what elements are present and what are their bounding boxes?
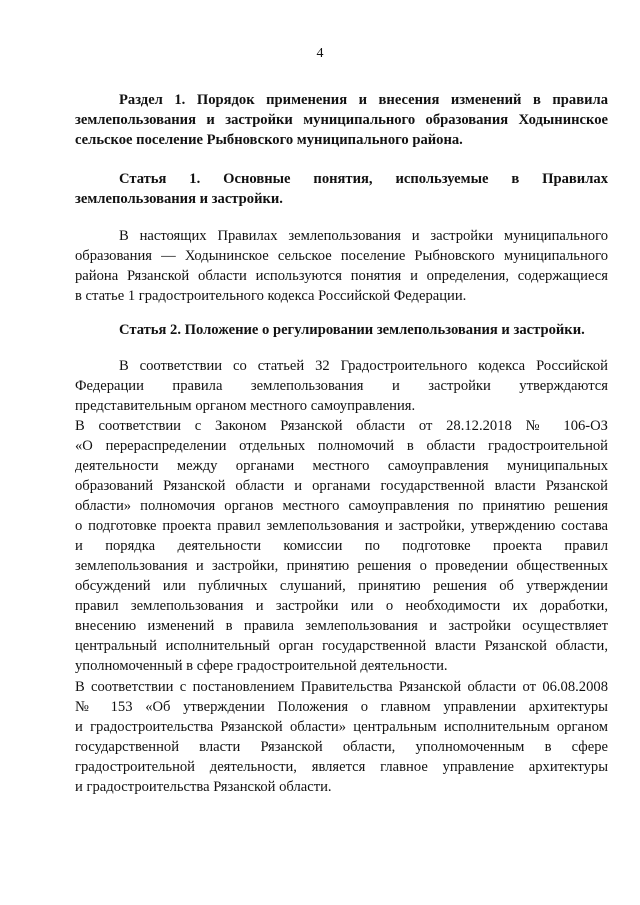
- paragraph-line: уполномоченный в сфере градостроительной деятельности.: [75, 658, 448, 674]
- article2-heading-line: Статья 2. Положение о регулировании землепользования и застройки.: [119, 322, 585, 338]
- section-heading-line: землепользования и застройки муниципального образования Ходынинское: [75, 112, 608, 128]
- paragraph-line: В настоящих Правилах землепользования и застройки муниципального: [119, 228, 608, 244]
- paragraph-line: землепользования и застройки, принятию решения о проведении общественных: [75, 558, 608, 574]
- paragraph-line: правил землепользования и застройки или о необходимости их доработки,: [75, 598, 608, 614]
- paragraph-line: В соответствии со статьей 32 Градостроительного кодекса Российской: [119, 358, 608, 374]
- paragraph-line: и градостроительства Рязанской области» центральным исполнительным органом: [75, 719, 608, 735]
- article2-heading: [75, 320, 608, 340]
- paragraph-line: района Рязанской области используются понятия и определения, содержащиеся: [75, 268, 608, 284]
- section-heading-line: Раздел 1. Порядок применения и внесения изменений в правила: [119, 92, 608, 108]
- paragraph-line: в статье 1 градостроительного кодекса Российской Федерации.: [75, 288, 467, 304]
- paragraph-line: № 153 «Об утверждении Положения о главном управлении архитектуры: [75, 699, 608, 715]
- page-number: 4: [316, 46, 324, 61]
- paragraph-line: «О перераспределении отдельных полномочий в области градостроительной: [75, 438, 608, 454]
- paragraph-line: государственной власти Рязанской области, уполномоченным в сфере: [75, 739, 608, 755]
- paragraph-line: и градостроительства Рязанской области.: [75, 779, 332, 795]
- paragraph-line: градостроительной деятельности, является главное управление архитектуры: [75, 759, 608, 775]
- paragraph-line: деятельности между органами местного самоуправления муниципальных: [75, 458, 608, 474]
- paragraph-line: представительным органом местного самоуправления.: [75, 398, 416, 414]
- paragraph-line: образований Рязанской области и органами государственной власти Рязанской: [75, 478, 608, 494]
- section-heading: [75, 90, 608, 150]
- paragraph-line: центральный исполнительный орган государственной власти Рязанской области,: [75, 638, 608, 654]
- article1-heading-line: Статья 1. Основные понятия, используемые в Правилах: [119, 171, 608, 187]
- paragraph-line: В соответствии с постановлением Правительства Рязанской области от 06.08.2008: [75, 679, 608, 695]
- paragraph-line: В соответствии с Законом Рязанской области от 28.12.2018 № 106-ОЗ: [75, 418, 608, 434]
- paragraph-line: области» полномочия органов местного самоуправления по принятию решения: [75, 498, 608, 514]
- article1-body: [75, 226, 608, 306]
- paragraph-line: образования — Ходынинское сельское поселение Рыбновского муниципального: [75, 248, 608, 264]
- paragraph-line: о подготовке проекта правил землепользования и застройки, утверждению состава: [75, 518, 608, 534]
- article2-paragraph-3: [75, 677, 608, 797]
- article2-paragraph-2: [75, 416, 608, 676]
- article1-heading-line: землепользования и застройки.: [75, 191, 283, 207]
- paragraph-line: Федерации правила землепользования и застройки утверждаются: [75, 378, 608, 394]
- paragraph-line: внесению изменений в правила землепользования и застройки осуществляет: [75, 618, 608, 634]
- section-heading-line: сельское поселение Рыбновского муниципального района.: [75, 132, 463, 148]
- article1-heading: [75, 169, 608, 209]
- paragraph-line: и порядка деятельности комиссии по подготовке проекта правил: [75, 538, 608, 554]
- paragraph-line: обсуждений или публичных слушаний, принятию решения об утверждении: [75, 578, 608, 594]
- article2-paragraph-1: [75, 356, 608, 416]
